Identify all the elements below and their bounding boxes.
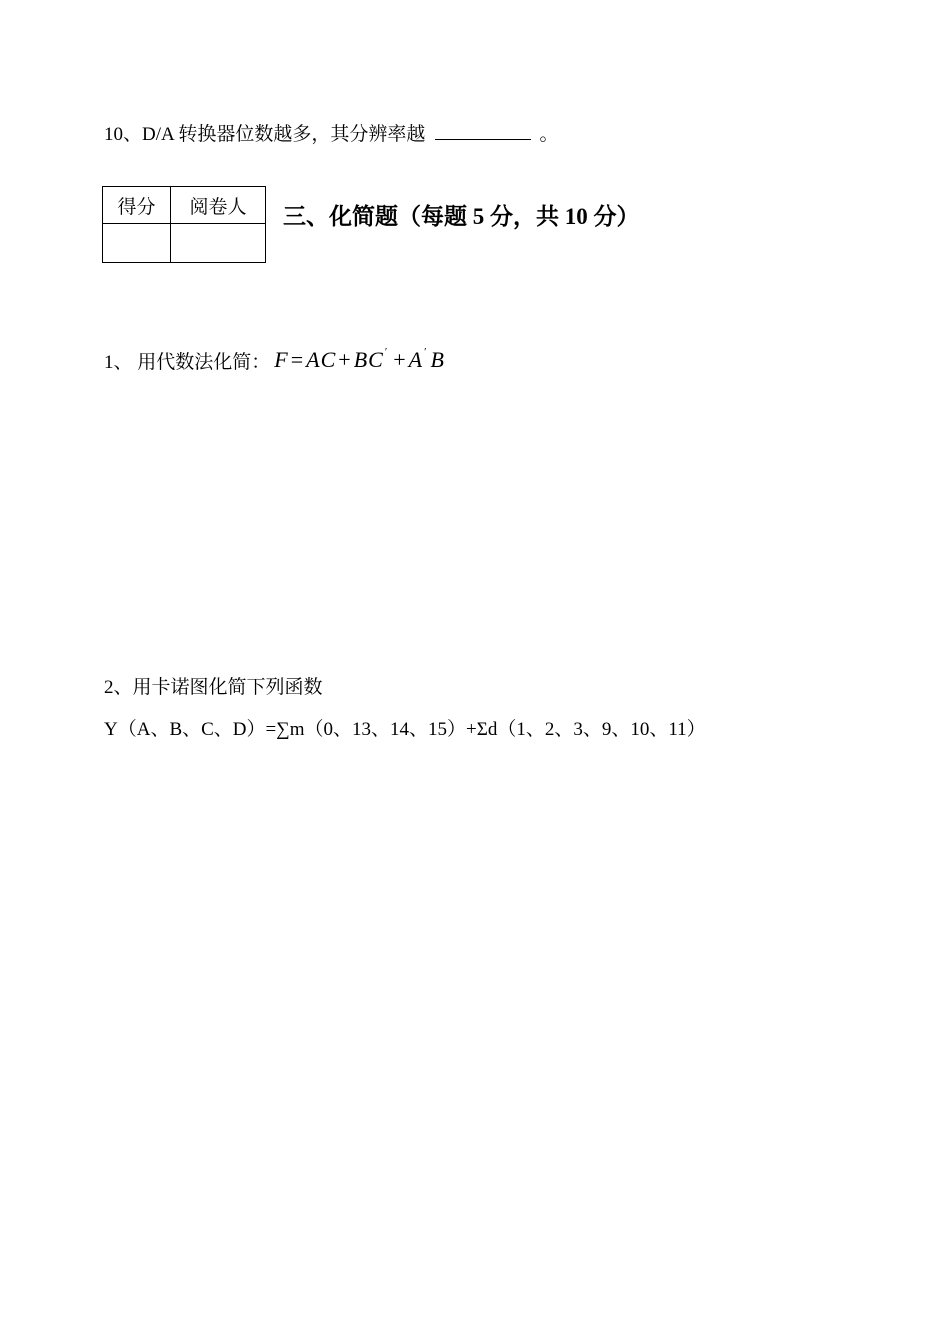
formula-term-1: AC: [306, 347, 337, 372]
question-10-text: 10、D/A 转换器位数越多，其分辨率越: [104, 124, 426, 145]
formula-plus-1: +: [338, 347, 352, 372]
question-2: 2、用卡诺图化简下列函数: [104, 677, 323, 698]
formula-plus-2: +: [393, 347, 407, 372]
score-table: [102, 186, 266, 263]
formula-equals: =: [290, 347, 305, 372]
question-1-prefix: 1、 用代数法化简：: [104, 352, 271, 373]
formula: [274, 340, 445, 372]
formula-lhs: F: [274, 347, 289, 372]
formula-prime-2: ′: [424, 346, 428, 358]
formula-term-3b: B: [430, 347, 445, 372]
formula-term-2: BC: [353, 347, 384, 372]
score-label: 得分: [103, 187, 171, 224]
reviewer-label: 阅卷人: [171, 187, 266, 224]
answer-blank[interactable]: [435, 121, 531, 140]
question-1: [104, 340, 445, 375]
formula-prime-1: ′: [384, 346, 389, 358]
formula-term-3a: A: [408, 347, 424, 372]
section-title: 三、化简题（每题 5 分，共 10 分）: [283, 204, 640, 229]
question-2-function: Y（A、B、C、D）=∑m（0、13、14、15）+Σd（1、2、3、9、10、11）: [104, 719, 706, 740]
question-10: [104, 121, 558, 147]
question-10-end: 。: [539, 124, 559, 145]
reviewer-cell[interactable]: [171, 224, 266, 263]
score-cell[interactable]: [103, 224, 171, 263]
